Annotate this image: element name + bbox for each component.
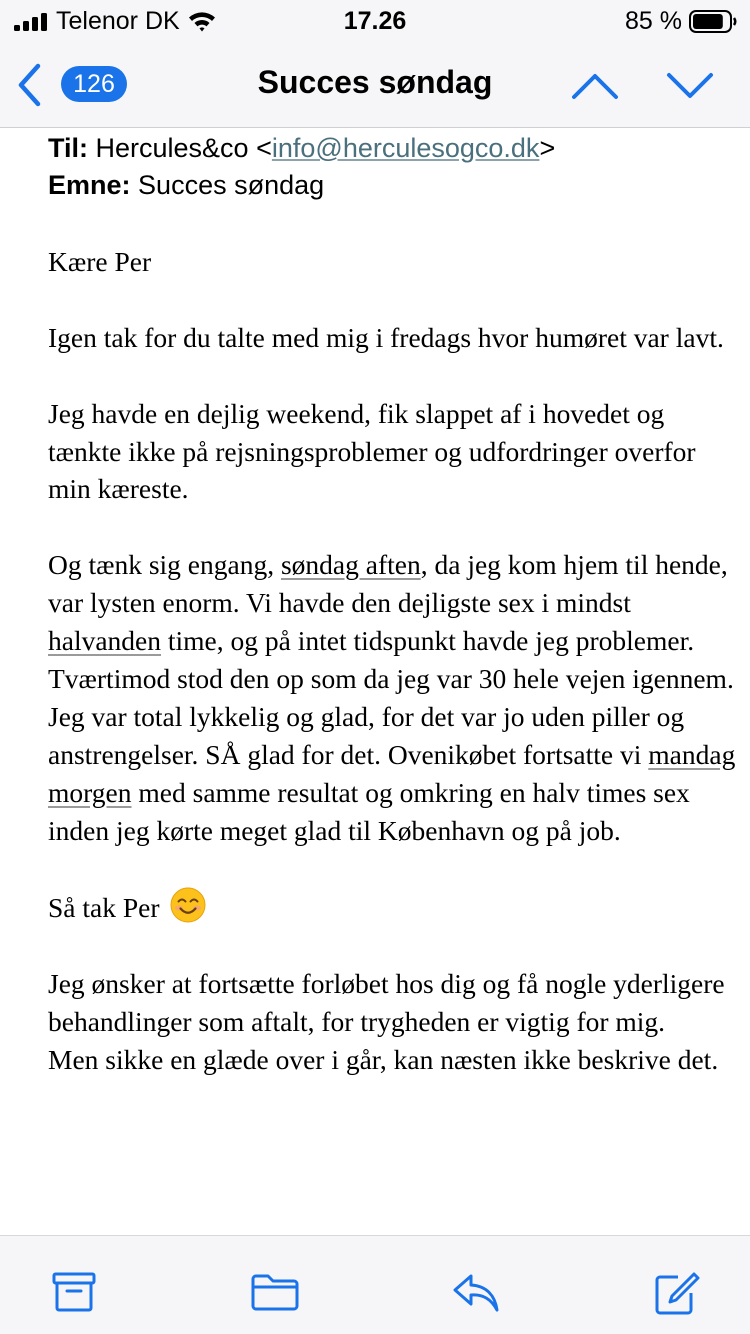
to-label: Til: (48, 133, 88, 163)
smiling-face-emoji-icon (170, 887, 206, 923)
date-link-monday-morning[interactable]: mandag morgen (48, 738, 736, 808)
recipient-email-link[interactable]: info@herculesogco.dk (271, 133, 540, 163)
paragraph-3-text-a: Og tænk sig engang, (48, 549, 281, 581)
greeting: Kære Per (48, 246, 152, 277)
bottom-toolbar (0, 1235, 750, 1334)
reply-arrow-icon (452, 1272, 500, 1314)
mail-body (48, 243, 738, 1079)
paragraph-3-text-c: time, og på intet tidspunkt havde jeg problemer. Tværtimod stod den op som da jeg var 30 hele vejen igennem. Jeg var total lykkelig og glad, for det var jo uden piller og anstrengelser. SÅ glad for det. Ovenikøbet fortsatte vi (48, 625, 734, 770)
subject-text: Succes søndag (138, 170, 325, 200)
paragraph-1: Igen tak for du talte med mig i fredags hvor humøret var lavt. (48, 321, 724, 353)
move-to-folder-button[interactable] (250, 1272, 300, 1312)
paragraph-3-text-b: , da jeg kom hjem til hende, var lysten enorm. Vi havde den dejligste sex i mindst (48, 549, 728, 619)
status-time: 17.26 (343, 7, 407, 35)
email-close-bracket: > (539, 133, 556, 163)
paragraph-6: Men sikke en glæde over i går, kan næsten ikke beskrive det. (48, 1043, 719, 1075)
compose-button[interactable] (654, 1272, 700, 1316)
previous-message-chevron-up-icon[interactable] (571, 72, 619, 100)
duration-link-halvanden[interactable]: halvanden (48, 625, 162, 657)
archive-button[interactable] (52, 1272, 96, 1312)
navigation-bar (0, 44, 750, 128)
subject-line (48, 167, 738, 204)
next-message-chevron-down-icon[interactable] (666, 72, 714, 100)
reply-button[interactable] (452, 1272, 500, 1314)
status-bar (0, 0, 750, 44)
paragraph-5: Jeg ønsker at fortsætte forløbet hos dig og få nogle yderligere behandlinger som aftalt, for trygheden er vigtig for mig. (48, 968, 725, 1038)
subject-label: Emne: (48, 170, 131, 200)
date-link-sunday-evening[interactable]: søndag aften (280, 549, 421, 581)
thanks-text: Så tak Per (48, 892, 160, 924)
battery-percent: 85 % (625, 7, 682, 35)
email-open-bracket: < (256, 133, 272, 163)
unread-count-badge[interactable]: 126 (61, 66, 127, 102)
paragraph-3 (48, 546, 738, 849)
paragraph-2: Jeg havde en dejlig weekend, fik slappet af i hovedet og tænkte ikke på rejsningsproblemer og udfordringer overfor min kæreste. (48, 397, 696, 505)
recipient-line (48, 130, 738, 167)
thanks-line (48, 887, 738, 927)
compose-icon (654, 1272, 700, 1316)
battery-icon (689, 10, 737, 33)
paragraph-3-text-d: med samme resultat og omkring en halv times sex inden jeg kørte meget glad til København og på job. (48, 776, 690, 846)
recipient-name: Hercules&co (95, 133, 249, 163)
folder-icon (250, 1272, 300, 1312)
page-title: Succes søndag (257, 64, 493, 100)
carrier-name: Telenor DK (56, 7, 180, 35)
archive-box-icon (52, 1272, 96, 1312)
mail-header (48, 130, 738, 204)
